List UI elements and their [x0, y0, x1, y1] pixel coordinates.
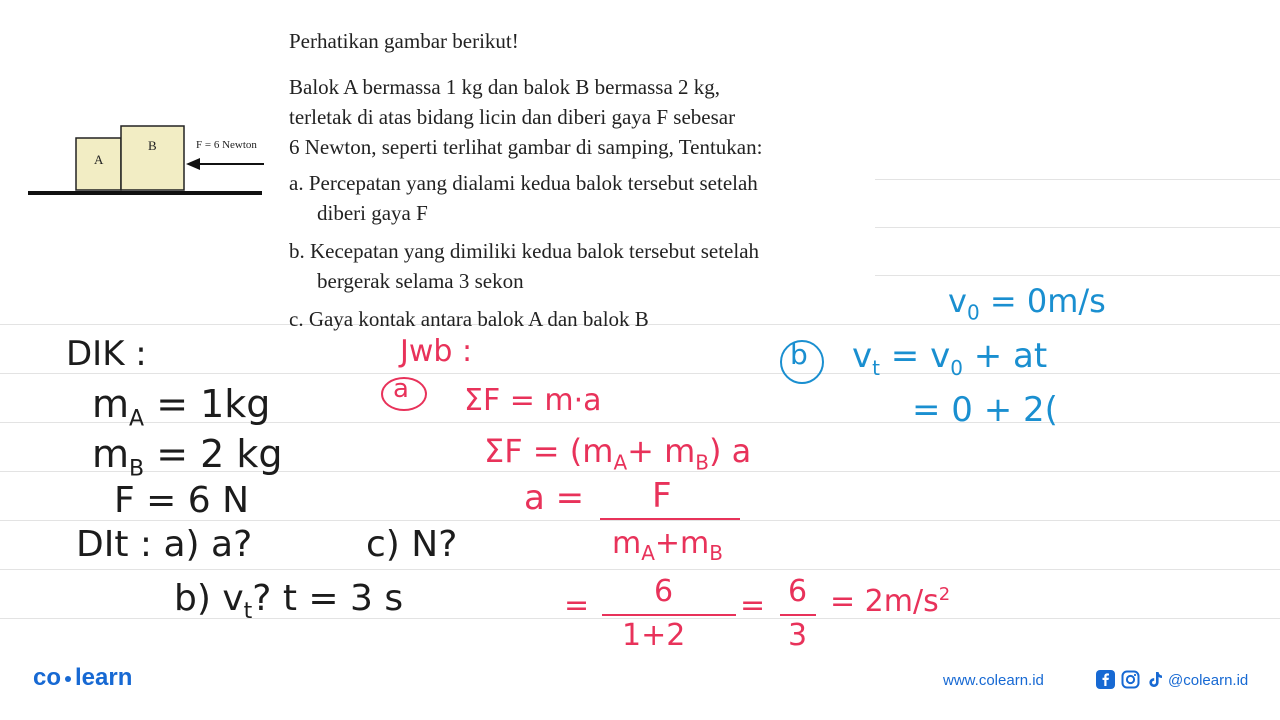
calc-num-6: 6: [654, 574, 674, 609]
sum2-start: ΣF = (m: [484, 432, 614, 470]
fraction-bar: [780, 614, 816, 616]
question-line: a. Percepatan yang dialami kedua balok tersebut setelah: [289, 171, 758, 195]
force-given: F = 6 N: [114, 480, 250, 521]
logo-part-learn: learn: [75, 664, 133, 691]
accel-result: [830, 584, 950, 619]
problem-body-line: 6 Newton, seperti terlihat gambar di samping, Tentukan:: [289, 135, 763, 159]
part-b-letter: b: [790, 338, 808, 371]
calc-equals: =: [564, 588, 590, 623]
force-arrow-head: [186, 158, 200, 170]
calc-equals-2: =: [740, 588, 766, 623]
vt-symbol: v: [852, 336, 873, 376]
sum2-sub-a: A: [613, 450, 628, 475]
instagram-icon[interactable]: [1121, 670, 1140, 689]
blocks-figure: [24, 118, 274, 208]
frac-den-plus: +m: [654, 526, 710, 561]
accel-result-value: = 2m/s: [830, 584, 939, 619]
tiktok-icon[interactable]: [1146, 670, 1165, 689]
frac-den-m: m: [612, 526, 642, 561]
initial-velocity: [948, 282, 1106, 324]
problem-title: Perhatikan gambar berikut!: [289, 29, 519, 53]
question-line: bergerak selama 3 sekon: [317, 269, 524, 293]
vt-eq-end: + at: [973, 336, 1048, 376]
ruled-line: [875, 275, 1280, 276]
v0-value: = 0m/s: [989, 282, 1106, 320]
mass-b-subscript: B: [129, 456, 145, 482]
problem-body-line: Balok A bermassa 1 kg dan balok B bermassa 2 kg,: [289, 75, 721, 99]
mass-a-given: [92, 382, 270, 432]
sum2-plus: + m: [627, 432, 696, 470]
question-c: [289, 304, 889, 334]
colearn-logo: [33, 664, 132, 692]
block-b-label: B: [148, 138, 157, 153]
mass-a-value: = 1kg: [156, 382, 271, 426]
dit-c: c) N?: [366, 524, 458, 565]
ruled-line: [0, 373, 1280, 374]
question-line: diberi gaya F: [317, 201, 428, 225]
mass-b-value: = 2 kg: [156, 432, 283, 476]
accel-result-exponent: 2: [938, 584, 951, 605]
question-a: [289, 168, 889, 228]
frac-denominator: [612, 526, 723, 565]
dit-line: DIt : a) a?: [76, 524, 253, 565]
v0-subscript: 0: [966, 300, 980, 325]
sum-force-eq2: [484, 432, 751, 474]
mass-a-symbol: m: [92, 382, 130, 426]
block-b: [121, 126, 184, 190]
dik-label: DIK :: [66, 334, 147, 374]
calc-num-6b: 6: [788, 574, 808, 609]
frac-numerator: F: [652, 476, 672, 516]
website-url[interactable]: www.colearn.id: [943, 672, 1044, 689]
facebook-icon[interactable]: [1096, 670, 1115, 689]
social-handle[interactable]: @colearn.id: [1168, 672, 1249, 689]
fraction-bar: [600, 518, 740, 520]
problem-body-line: terletak di atas bidang licin dan diberi gaya F sebesar: [289, 105, 736, 129]
sum2-end: ) a: [709, 432, 752, 470]
frac-den-sub-b: B: [709, 541, 724, 565]
vt-eq-subscript: 0: [950, 355, 963, 380]
part-a-letter: a: [393, 374, 409, 404]
vt-eq: = v: [890, 336, 951, 376]
v0-symbol: v: [948, 282, 967, 320]
dit-b: [174, 578, 403, 624]
force-label: F = 6 Newton: [196, 139, 257, 151]
dit-b-text: b) v: [174, 578, 244, 619]
question-line: b. Kecepatan yang dimiliki kedua balok tersebut setelah: [289, 239, 760, 263]
frac-den-sub-a: A: [641, 541, 655, 565]
velocity-formula: [852, 336, 1047, 380]
accel-eq: a =: [524, 478, 585, 518]
ruled-line: [875, 179, 1280, 180]
sum2-sub-b: B: [695, 450, 710, 475]
calc-den-1-2: 1+2: [622, 618, 686, 653]
vt-subscript: t: [872, 355, 880, 380]
block-a-label: A: [94, 152, 104, 167]
velocity-substitution: = 0 + 2(: [912, 390, 1058, 430]
sum-force-eq1: ΣF = m·a: [464, 383, 602, 418]
problem-body: [289, 72, 889, 162]
fraction-bar: [602, 614, 736, 616]
jwb-label: Jwb :: [400, 334, 473, 369]
logo-dot: [65, 676, 71, 682]
mass-b-symbol: m: [92, 432, 130, 476]
logo-part-co: co: [33, 664, 62, 691]
mass-a-subscript: A: [129, 406, 145, 432]
question-b: [289, 236, 889, 296]
ruled-line: [0, 569, 1280, 570]
problem-statement: [289, 26, 889, 342]
ruled-line: [875, 227, 1280, 228]
question-line: c. Gaya kontak antara balok A dan balok B: [289, 307, 649, 331]
mass-b-given: [92, 432, 283, 482]
calc-den-3: 3: [788, 618, 808, 653]
dit-b-rest: ? t = 3 s: [252, 578, 404, 619]
dit-b-subscript: t: [243, 599, 253, 625]
